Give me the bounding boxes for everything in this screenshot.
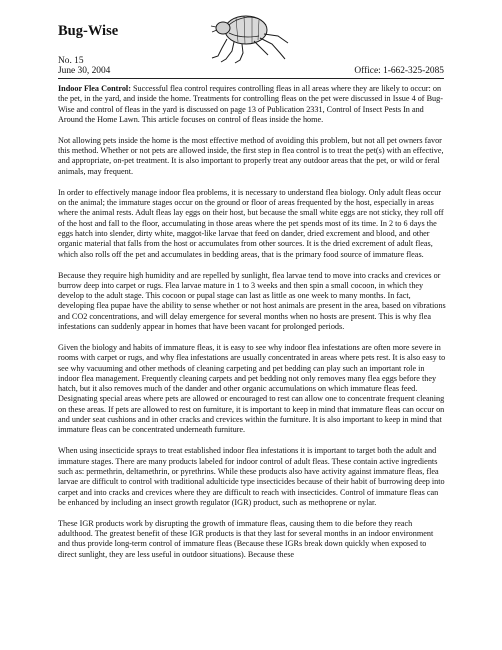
newsletter-title: Bug-Wise xyxy=(58,23,119,39)
article-lead-heading: Indoor Flea Control: xyxy=(58,84,131,93)
article-body xyxy=(58,84,446,571)
office-phone: Office: 1-662-325-2085 xyxy=(354,66,444,77)
flea-illustration xyxy=(196,3,294,65)
article-paragraph: Not allowing pets inside the home is the most effective method of avoiding this problem, but not all pet owners favor this method. Whether or not pets are allowed inside, the first step in flea control is to treat the pet(s) with an effective, and appropriate, on-pet treatment. It is also important to properly treat any outdoor areas that the pet, or wild or feral animals, may frequent. xyxy=(58,135,444,176)
issue-info xyxy=(58,56,110,77)
article-paragraph: In order to effectively manage indoor flea problems, it is necessary to understand flea biology. Only adult fleas occur on the animal; the immature stages occur on the ground or floor of areas frequented by the host, especially in areas where the animal rests. Adult fleas lay eggs on their host, but because the small white eggs are not sticky, they roll off of the host and fall to the floor, accumulating in those areas where the pet spends most of its time. In 2 to 6 days the eggs hatch into slender, dirty white, maggot-like larvae that feed on dander, dried excrement and blood, and other organic material that falls from the host or accumulates from other sources. It is the dried excrement of adult fleas, which also rolls off the pet and accumulates in bedding areas, that is the primary food source of immature fleas. xyxy=(58,187,444,259)
issue-date: June 30, 2004 xyxy=(58,66,111,77)
article-paragraph: When using insecticide sprays to treat established indoor flea infestations it is important to target both the adult and immature stages. There are many products labeled for indoor control of adult fleas. These contain active ingredients such as: permethrin, deltamethrin, or pyrethrins. While these products also have activity against immature fleas, flea larvae are difficult to control with traditional adulticide type insecticides because of their habit of burrowing deep into carpet and into cracks and crevices where they are difficult to reach with insecticides. Control of immature fleas can be enhanced by including an insect growth regulator (IGR) product, such as methoprene or nylar. xyxy=(58,446,445,507)
article-lead-paragraph xyxy=(58,84,446,125)
article-paragraph: These IGR products work by disrupting the growth of immature fleas, causing them to die before they reach adulthood. The greatest benefit of these IGR products is that they last for several months in an indoor environment and thus provide long-term control of immature fleas (Because these IGRs break down quickly when exposed to direct sunlight, they are less useful in outdoor situations). Because these xyxy=(58,518,434,559)
issue-number: No. 15 xyxy=(58,56,84,66)
article-paragraph: Because they require high humidity and are repelled by sunlight, flea larvae tend to move into cracks and crevices or burrow deep into carpet or rugs. Flea larvae mature in 1 to 3 weeks and then spin a small cocoon, in which they develop to the adult stage. This cocoon or pupal stage can last as little as one week to many months. In fact, developing flea pupae have the ability to sense whether or not host animals are present in the area, based on vibrations and CO2 concentrations, and will delay emergence for several months when no hosts are present. This is why flea infestations can suddenly appear in homes that have been vacant for prolonged periods. xyxy=(58,270,446,331)
article-lead-text: Successful flea control requires controlling fleas in all areas where they are likely to occur: on the pet, in the yard, and inside the home. Treatments for controlling fleas on the pet were discussed in Issue 4 of Bug-Wise and control of fleas in the yard is discussed on page 13 of Publication 2331, Control of Insect Pests In and Around the Home Lawn. This article focuses on control of fleas inside the home. xyxy=(58,84,443,124)
header-divider xyxy=(58,78,444,79)
article-paragraph: Given the biology and habits of immature fleas, it is easy to see why indoor flea infestations are often more severe in rooms with carpet or rugs, and why flea infestations are usually concentrated in areas where pets rest. It is also easy to see why vacuuming and other methods of cleaning carpeting and pet bedding can play such an important role in indoor flea management. Frequently cleaning carpets and pet bedding not only removes many flea eggs before they hatch, but it also removes much of the dander and other organic accumulations on which immature fleas feed. Designating special areas where pets are allowed or encouraged to rest can allow one to concentrate frequent cleaning on these areas. If pets are allowed to rest on furniture, it is important to keep in mind that immature fleas can occur on and under seat cushions and in other cracks and crevices within the furniture. It is also important to keep in mind that immature fleas can be concentrated underneath furniture. xyxy=(58,342,446,435)
